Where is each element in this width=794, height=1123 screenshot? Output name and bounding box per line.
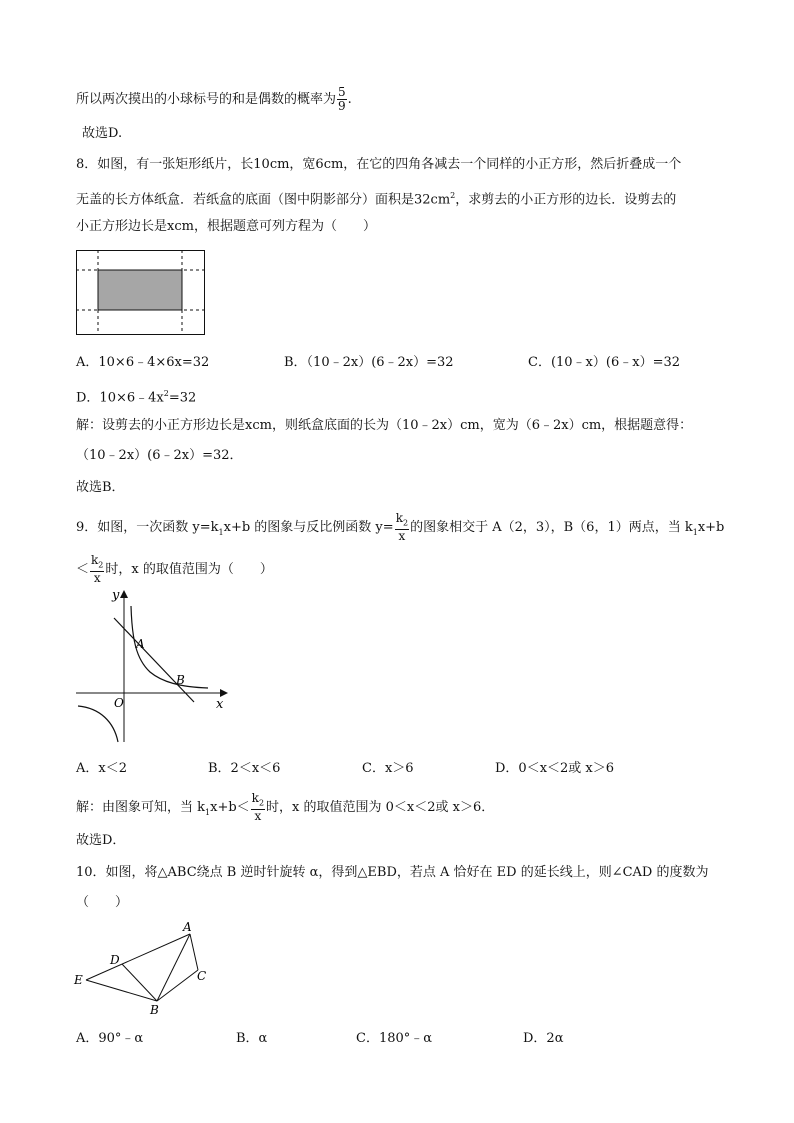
origin-label: O <box>114 696 124 710</box>
y-axis-arrow <box>120 590 128 598</box>
segment-bc <box>157 970 198 1001</box>
q8-answer: 故选B． <box>76 480 125 495</box>
hyperbola-branch-3 <box>78 706 118 742</box>
q8-option-b[interactable]: B．（10﹣2x）(6﹣2x）=32 <box>284 355 454 370</box>
linear-function-line <box>114 618 194 702</box>
y-axis-label: y <box>112 588 120 603</box>
q9-line1: 9．如图，一次函数 $y=k_1x+b$ 的图象与反比例函数 y= $\frac{k_2}{x}$ 的图象相交于 A（2，3），B（6，1）两点，当 $k_1x+b$ <box>76 511 725 544</box>
q8-option-a[interactable]: A．10×6﹣4×6x=32 <box>76 355 210 370</box>
vertex-d-label: D <box>110 953 120 967</box>
q9-solution: 解：由图象可知，当 $k_1x+b<$ $\frac{k_2}{x}$ 时，x 的取值范围为 0＜x＜2或 x＞6． <box>76 791 495 824</box>
q8-line3: 小正方形边长是xcm，根据题意可列方程为（ ） <box>76 219 376 234</box>
q9-option-a[interactable]: A．x＜2 <box>76 761 127 776</box>
x-axis-arrow <box>220 689 228 697</box>
q10-option-a[interactable]: A．90°﹣α <box>76 1031 144 1046</box>
q10-option-b[interactable]: B．α <box>236 1031 268 1046</box>
q9-function-graph <box>70 584 236 746</box>
vertex-e-label: E <box>74 973 83 987</box>
fraction: $\frac{k_2}{x}$ <box>395 511 409 544</box>
q10-line1: 10．如图，将△ABC绕点 B 逆时针旋转 α，得到△EBD，若点 A 恰好在 ED 的延长线上，则∠CAD 的度数为 <box>76 865 709 880</box>
q7-answer: 故选D. <box>82 126 123 141</box>
q8-line2: 无盖的长方体纸盒．若纸盒的底面（图中阴影部分）面积是$32cm^2$，求剪去的小正方形的边长．设剪去的 <box>76 191 677 208</box>
q9-line2: ＜ $\frac{k_2}{x}$ 时，x 的取值范围为（ ） <box>76 553 273 586</box>
q9-answer: 故选D． <box>76 833 126 848</box>
segment-ac <box>190 934 198 970</box>
point-b-label: B <box>176 673 185 687</box>
segment-ea <box>86 934 190 980</box>
shaded-base <box>98 270 182 310</box>
vertex-b-label: B <box>150 1003 159 1017</box>
q10-option-d[interactable]: D．2α <box>523 1031 564 1046</box>
q9-option-b[interactable]: B．2＜x＜6 <box>208 761 281 776</box>
x-axis-label: x <box>216 697 224 712</box>
q7-conclusion: 所以两次摸出的小球标号的和是偶数的概率为 $\frac{5}{9}$ . <box>76 85 352 113</box>
q10-triangle-figure <box>70 918 220 1018</box>
q8-line1: 8．如图，有一张矩形纸片，长10cm，宽6cm，在它的四角各减去一个同样的小正方形，然后折叠成一个 <box>76 157 682 172</box>
point-a-label: A <box>136 637 145 651</box>
fraction: $\frac{5}{9}$ <box>338 85 346 113</box>
q8-option-c[interactable]: C．(10﹣x）(6﹣x）=32 <box>528 355 681 370</box>
q10-line2: （ ） <box>76 895 129 910</box>
segment-ab <box>157 934 190 1001</box>
fraction: $\frac{k_2}{x}$ <box>91 553 104 586</box>
q9-option-c[interactable]: C．x＞6 <box>362 761 414 776</box>
q8-solution-line2: （10﹣2x）(6﹣2x）=32． <box>76 448 243 463</box>
fraction: $\frac{k_2}{x}$ <box>251 791 265 824</box>
q9-option-d[interactable]: D．0＜x＜2或 x＞6 <box>495 761 615 776</box>
q8-rectangle-figure <box>76 250 206 336</box>
vertex-a-label: A <box>183 920 192 934</box>
q8-option-d[interactable]: D．$10\times 6﹣4x^2=32$ <box>76 389 197 406</box>
q10-option-c[interactable]: C．180°﹣α <box>356 1031 433 1046</box>
vertex-c-label: C <box>197 969 207 983</box>
segment-eb <box>86 980 157 1001</box>
q8-solution-line1: 解：设剪去的小正方形边长是xcm，则纸盒底面的长为（10﹣2x）cm，宽为（6﹣2x）cm，根据题意得： <box>76 418 693 433</box>
